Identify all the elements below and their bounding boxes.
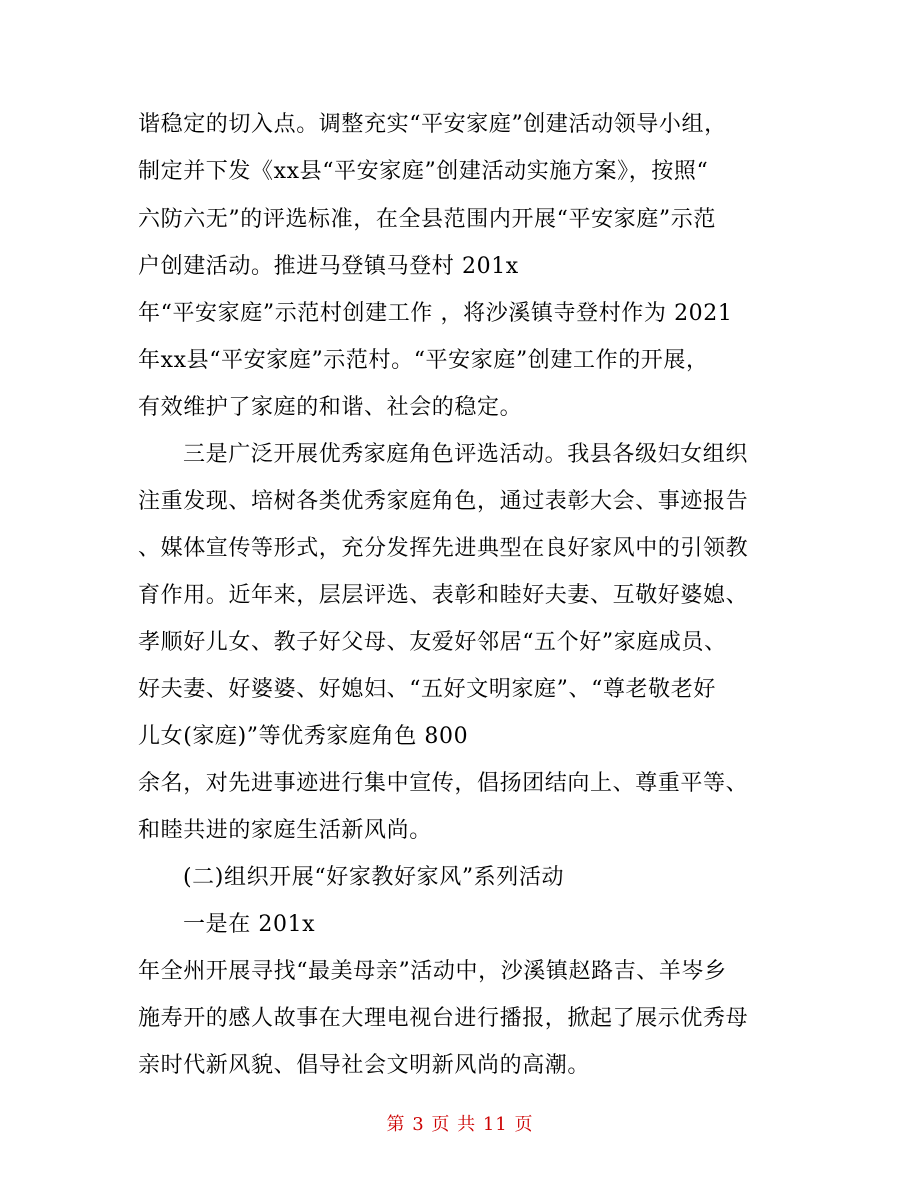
paragraph-start-line: 一是在 201x bbox=[183, 912, 316, 937]
text-line: 户创建活动。推进马登镇马登村 201x bbox=[138, 254, 519, 279]
text-line: 儿女(家庭)”等优秀家庭角色 800 bbox=[138, 724, 469, 749]
page-indicator: 第 3 页 共 11 页 bbox=[386, 1114, 534, 1135]
text-line: 施寿开的感人故事在大理电视台进行播报，掀起了展示优秀母 bbox=[138, 1006, 749, 1031]
text-line: 注重发现、培树各类优秀家庭角色，通过表彰大会、事迹报告 bbox=[138, 489, 749, 514]
text-line: 余名，对先进事迹进行集中宣传，倡扬团结向上、尊重平等、 bbox=[138, 771, 749, 796]
text-line: 育作用。近年来，层层评选、表彰和睦好夫妻、互敬好婆媳、 bbox=[138, 583, 749, 608]
text-line: 、媒体宣传等形式，充分发挥先进典型在良好家风中的引领教 bbox=[138, 536, 749, 561]
paragraph-start-line: 三是广泛开展优秀家庭角色评选活动。我县各级妇女组织 bbox=[183, 442, 749, 467]
text-line: 好夫妻、好婆婆、好媳妇、“五好文明家庭”、“尊老敬老好 bbox=[138, 677, 716, 702]
text-line: 制定并下发《xx县“平安家庭”创建活动实施方案》，按照“ bbox=[138, 159, 709, 184]
text-line: 亲时代新风貌、倡导社会文明新风尚的高潮。 bbox=[138, 1053, 591, 1078]
text-line: 年“平安家庭”示范村创建工作 ，将沙溪镇寺登村作为 2021 bbox=[138, 301, 733, 326]
text-line: 谐稳定的切入点。调整充实“平安家庭”创建活动领导小组， bbox=[138, 112, 727, 137]
text-line: 有效维护了家庭的和谐、社会的稳定。 bbox=[138, 395, 523, 420]
text-line: 和睦共进的家庭生活新风尚。 bbox=[138, 818, 432, 843]
text-line: 六防六无”的评选标准，在全县范围内开展“平安家庭”示范 bbox=[138, 207, 716, 232]
text-line: 孝顺好儿女、教子好父母、友爱好邻居“五个好”家庭成员、 bbox=[138, 630, 727, 655]
text-line: 年全州开展寻找“最美母亲”活动中，沙溪镇赵路吉、羊岑乡 bbox=[138, 959, 727, 984]
section-heading: (二)组织开展“好家教好家风”系列活动 bbox=[183, 865, 565, 890]
text-line: 年xx县“平安家庭”示范村。“平安家庭”创建工作的开展， bbox=[138, 348, 709, 373]
